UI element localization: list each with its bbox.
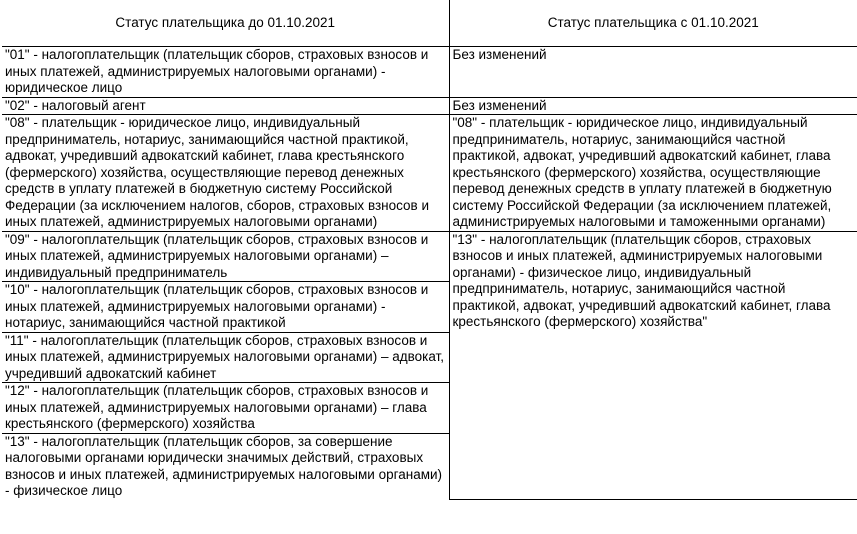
status-after-text: Без изменений bbox=[452, 47, 547, 62]
status-after-text: Без изменений bbox=[452, 97, 547, 113]
status-before-cell bbox=[2, 433, 449, 500]
status-before-cell bbox=[2, 115, 449, 232]
payer-status-table bbox=[2, 0, 857, 500]
header-status-before: Статус плательщика до 01.10.2021 bbox=[2, 0, 449, 47]
status-before-cell bbox=[2, 332, 449, 383]
status-before-cell bbox=[2, 47, 449, 98]
table-row bbox=[2, 115, 857, 232]
status-before-cell bbox=[2, 282, 449, 333]
status-after-merged-cell bbox=[449, 231, 857, 500]
table-header-row bbox=[2, 0, 857, 47]
table-row bbox=[2, 97, 857, 115]
status-after-cell bbox=[449, 115, 857, 232]
status-after-text: "08" - плательщик - юридическое лицо, индивидуальный предприниматель, нотариус, занимающийся частной практикой, адвокат, учредивший адвокатский кабинет, глава крестьянского (фермерского) хозяйства, осуществляющие перевод денежных средств в уплату платежей в бюджетную систему Российской Федерации (за исключением платежей, администрируемых налоговыми и таможенными органами) bbox=[452, 115, 832, 229]
status-before-text: "08" - плательщик - юридическое лицо, индивидуальный предприниматель, нотариус, занимающийся частной практикой, адвокат, учредивший адвокатский кабинет, глава крестьянского (фермерского) хозяйства, осуществляющие перевод денежных средств в уплату платежей в бюджетную систему Российской Федерации (за исключением налогов, сборов, страховых взносов и иных платежей, администрируемых налоговыми органами) bbox=[5, 115, 429, 229]
status-after-cell bbox=[449, 97, 857, 115]
table-row bbox=[2, 47, 857, 98]
status-before-text: "01" - налогоплательщик (плательщик сборов, страховых взносов и иных платежей, администрируемых налоговыми органами) - юридическое лицо bbox=[5, 47, 429, 95]
status-after-merged-text: "13" - налогоплательщик (плательщик сборов, страховых взносов и иных платежей, администрируемых налоговыми органами) - физическое лицо, индивидуальный предприниматель, нотариус, занимающийся частной практикой, адвокат, учредивший адвокатский кабинет, глава крестьянского (фермерского) хозяйства" bbox=[452, 231, 831, 329]
status-before-text: "10" - налогоплательщик (плательщик сборов, страховых взносов и иных платежей, администрируемых налоговыми органами) - нотариус, занимающийся частной практикой bbox=[5, 282, 429, 330]
status-before-text: "09" - налогоплательщик (плательщик сборов, страховых взносов и иных платежей, администрируемых налоговыми органами) – индивидуальный предприниматель bbox=[5, 231, 429, 280]
status-before-cell bbox=[2, 231, 449, 282]
status-before-cell bbox=[2, 383, 449, 434]
header-status-after: Статус плательщика с 01.10.2021 bbox=[449, 0, 857, 47]
status-before-text: "02" - налоговый агент bbox=[5, 97, 146, 113]
status-before-cell bbox=[2, 97, 449, 115]
table-row bbox=[2, 231, 857, 282]
status-after-cell bbox=[449, 47, 857, 98]
status-before-text: "13" - налогоплательщик (плательщик сборов, за совершение налоговыми органами юридически значимых действий, страховых взносов и иных платежей, администрируемых налоговыми органами) - физическое лицо bbox=[5, 433, 443, 498]
status-before-text: "11" - налогоплательщик (плательщик сборов, страховых взносов и иных платежей, администрируемых налоговыми органами) – адвокат, учредивший адвокатский кабинет bbox=[5, 332, 444, 381]
status-before-text: "12" - налогоплательщик (плательщик сборов, страховых взносов и иных платежей, администрируемых налоговыми органами) – глава крестьянского (фермерского) хозяйства bbox=[5, 383, 429, 431]
